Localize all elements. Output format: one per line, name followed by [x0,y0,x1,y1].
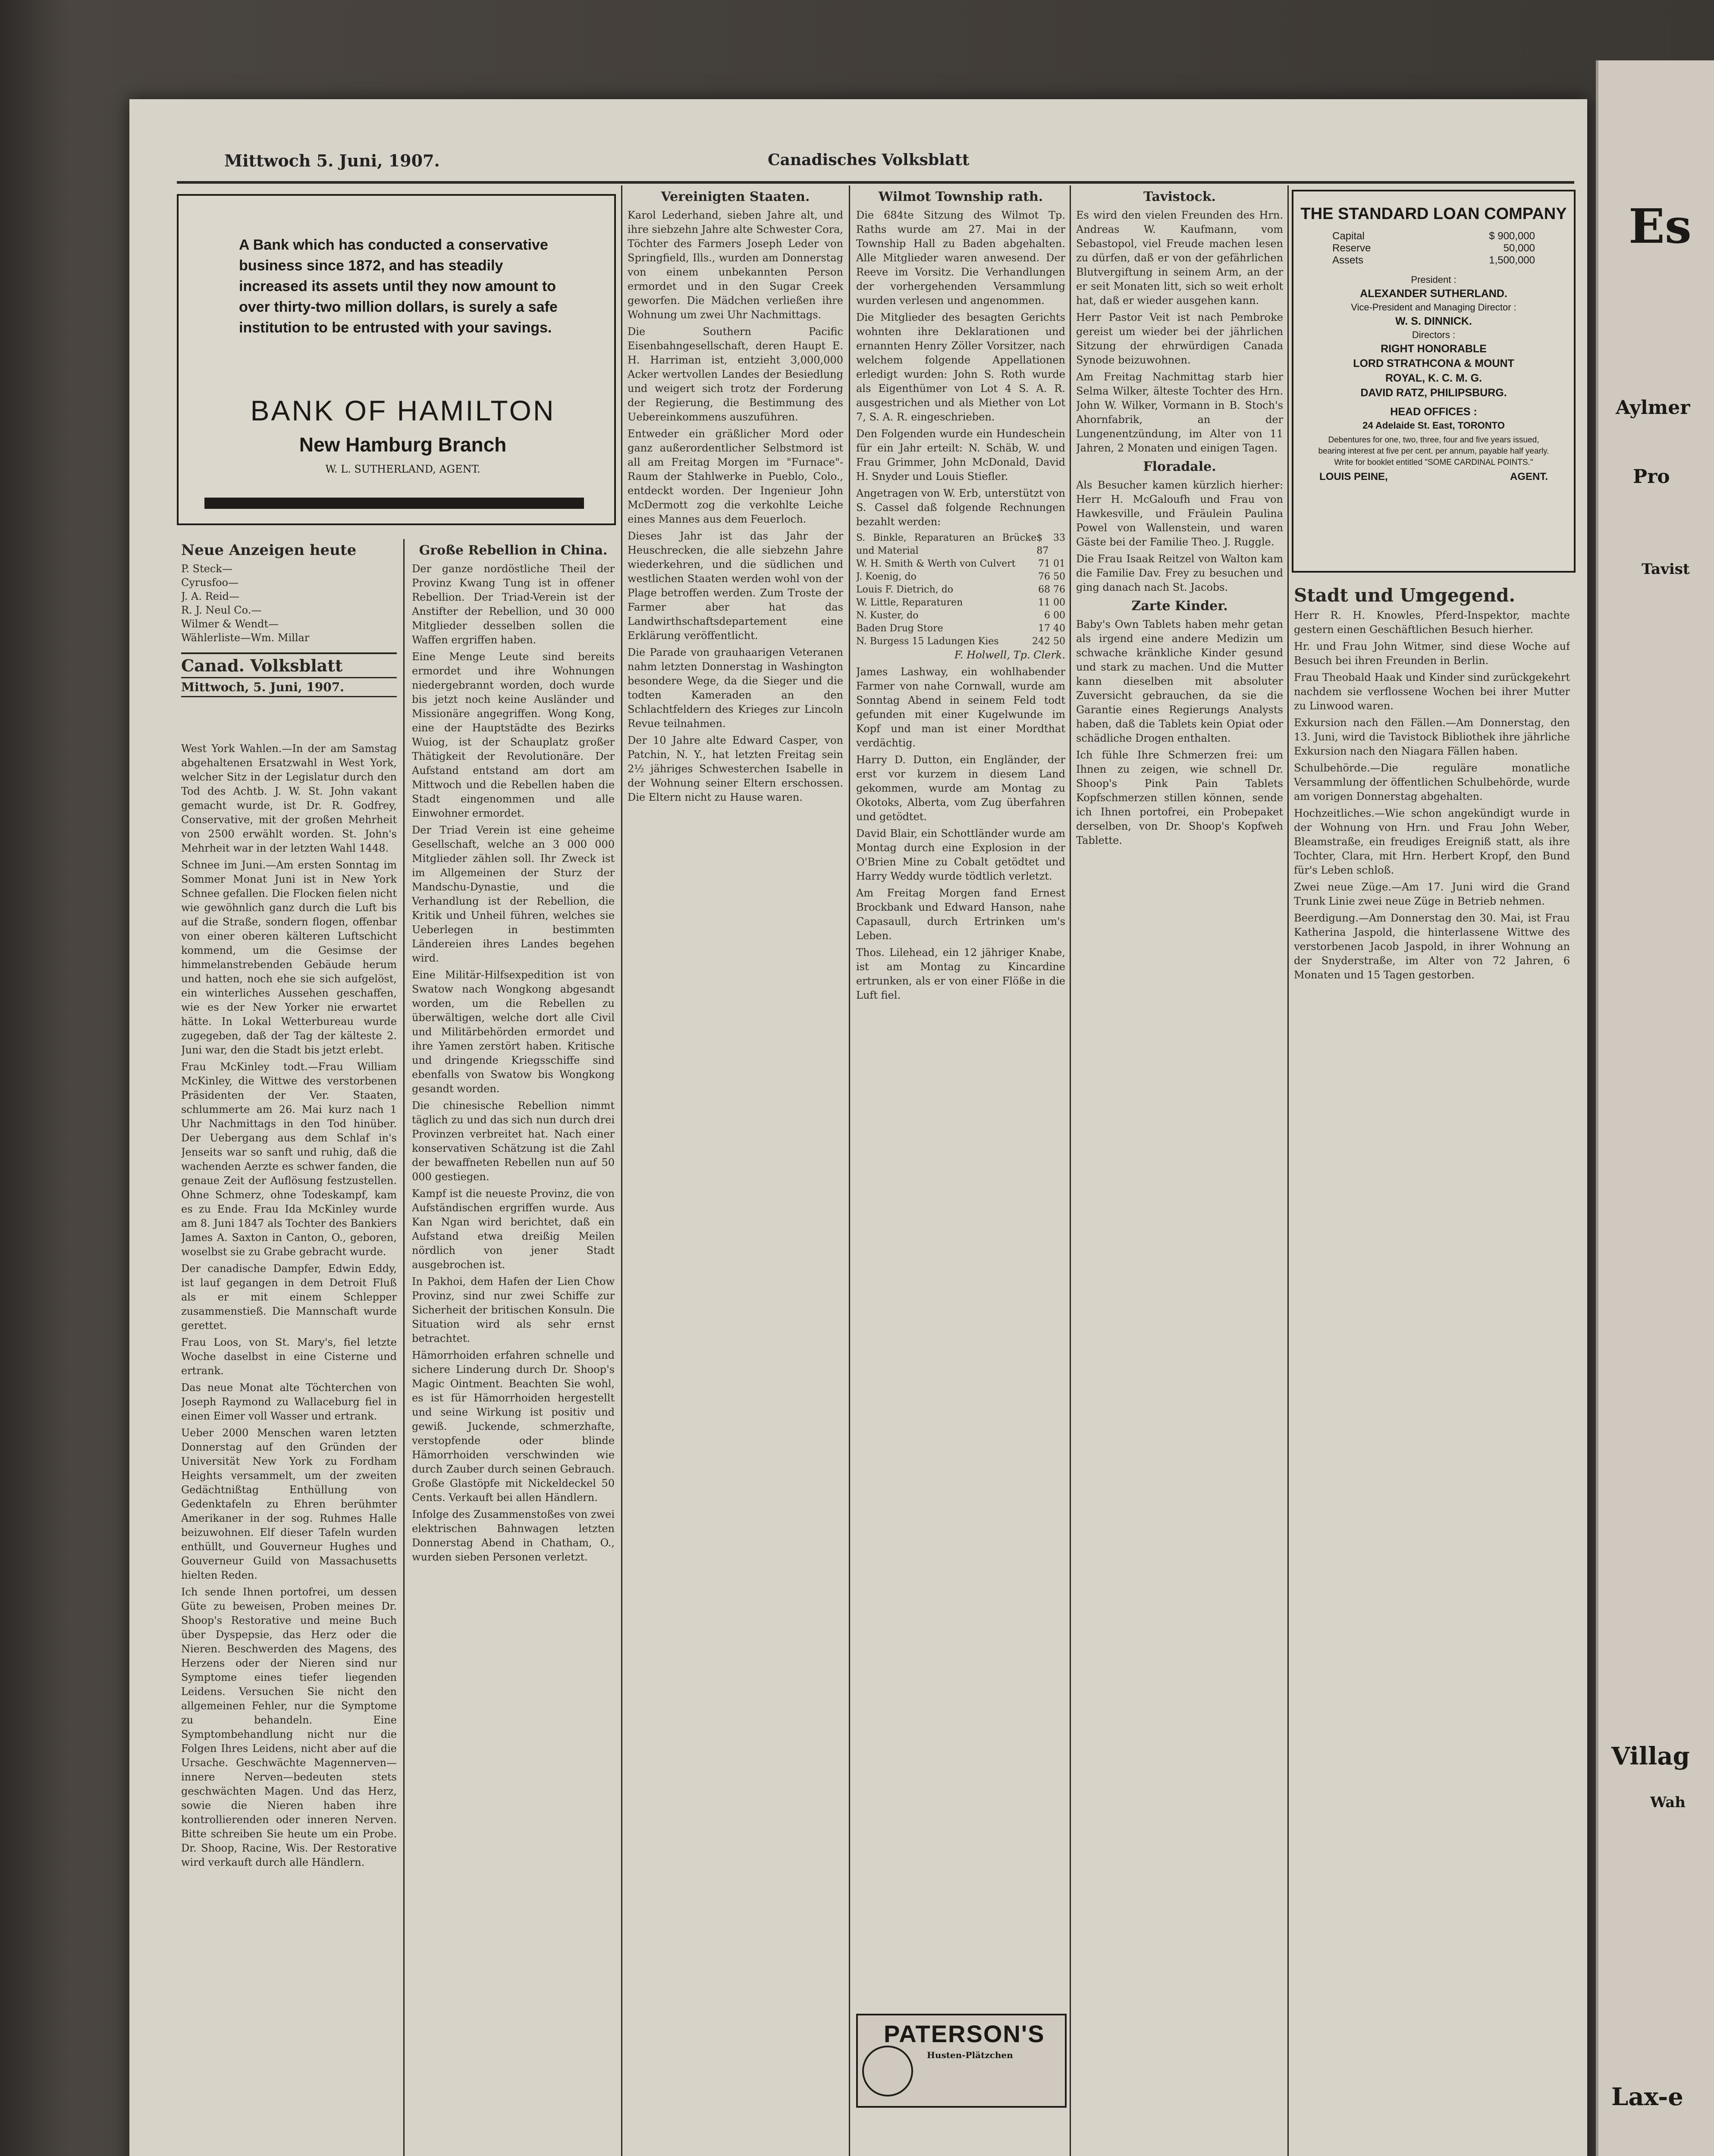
clerk-signature: F. Holwell, Tp. Clerk. [954,649,1065,661]
offices-label: HEAD OFFICES : [1390,406,1477,418]
article: Exkursion nach den Fällen.—Am Donnerstag, den 13. Juni, wird die Tavistock Bibliothek ihre jährliche Exkursion nach den Niagara Fällen haben. [1294,717,1570,757]
financial-row [1293,230,1574,242]
bill-amount: 68 76 [1038,584,1065,595]
article: Ich fühle Ihre Schmerzen frei: um Ihnen zu zeigen, wie schnell Dr. Shoop's Pink Pain Tablets Kopfschmerzen stillen können, sende ich Ihnen portofrei, ein Probepaket derselben, von Dr. Shoop's Kopfweh Tablette. [1076,749,1283,846]
edge-fragment: Aylmer [1616,397,1690,419]
article: Der 10 Jahre alte Edward Casper, von Patchin, N. Y., hat letzten Freitag sein 2½ jähriges Schwesterchen Isabelle in der Wohnung seiner Eltern erschossen. Die Eltern nicht zu Hause waren. [628,734,843,803]
patersons-ad [856,2014,1067,2108]
article: Am Freitag Nachmittag starb hier Selma Wilker, älteste Tochter des Hrn. John W. Wilker, Vormann in B. Stoch's Ahornfabrik, an der Lungenentzündung, im Alter von 11 Jahren, 2 Monaten und einigen Tagen. [1076,371,1283,454]
bill-name: Louis F. Dietrich, do [856,584,954,595]
list-item: P. Steck— [181,563,232,575]
bill-row [856,596,1065,609]
edge-fragment: Pro [1633,466,1670,488]
standard-loan-ad [1292,190,1576,573]
column-title: Große Rebellion in China. [419,543,608,558]
section-title: Stadt und Umgegend. [1294,585,1516,606]
article: Den Folgenden wurde ein Hundeschein für ein Jahr erteilt: N. Schäb, W. und Frau Grimmer, John McDonald, David H. Snyder und Louis Stiefler. [856,428,1065,483]
article: Die Southern Pacific Eisenbahngesellschaft, deren Haupt E. H. Harriman ist, entzieht 3,000,000 Acker wertvollen Landes der Besiedlung und weigert sich trotz der Forderung der Regierung, die Bestimmung des Uebereinkommens auszuführen. [628,326,843,423]
bill-row [856,609,1065,622]
company-name: THE STANDARD LOAN COMPANY [1300,205,1567,223]
bill-name: Baden Drug Store [856,623,943,634]
bill-name: N. Kuster, do [856,610,919,621]
column-rule [1070,185,1071,2156]
director-line: LORD STRATHCONA & MOUNT [1353,357,1514,370]
ad-product: Husten-Plätzchen [927,2050,1013,2060]
bills-list [856,532,1065,648]
article: Kampf ist die neueste Provinz, die von Aufständischen ergriffen wurde. Aus Kan Ngan wird berichtet, daß ein Aufstand etwa dreißig Meilen nördlich von jener Stadt ausgebrochen ist. [412,1188,615,1271]
column-5 [1076,185,1283,2156]
article: Eine Menge Leute sind bereits ermordet und ihre Wohnungen niedergebrannt worden, doch wurde bis jetzt noch keine Ausländer und Missionäre angegriffen. Wong Kong, eine der Hauptstädte des Bezirks Wuiog, ist der Schauplatz großer Thätigkeit der Revolutionäre. Der Aufstand entstand am dort am Mittwoch und die Rebellen haben die Stadt eingenommen und alle Einwohner ermordet. [412,651,615,819]
header-rule [177,181,1574,184]
bank-branch: New Hamburg Branch [299,433,507,456]
bank-of-hamilton-ad [177,194,616,525]
next-page-edge [1596,60,1714,2156]
article: Karol Lederhand, sieben Jahre alt, und ihre siebzehn Jahre alte Schwester Cora, Töchter des Farmers Joseph Leder von Springfield, Ills., wurden am Donnerstag von einem unbekannten Person ermordet und in den Sugar Creek geworfen. Die Mädchen verließen ihre Wohnung um zwei Uhr Nachmittags. [628,209,843,321]
president-name: ALEXANDER SUTHERLAND. [1360,288,1507,300]
new-ads-title: Neue Anzeigen heute [181,542,357,559]
article: Baby's Own Tablets haben mehr getan als irgend eine andere Medizin um schwache kränkliche Kinder gesund und stark zu machen. Und die Mutter kann dieselben mit absoluter Zuversicht gebrauchen, da sie die Garantie eines Regierungs Analysts haben, daß die Tablets kein Opiat oder schädliche Drogen enthalten. [1076,618,1283,744]
column-6 [1294,582,1570,2156]
article: Der ganze nordöstliche Theil der Provinz Kwang Tung ist in offener Rebellion. Der Triad-Verein ist der Anstifter der Rebellion, und 30 000 Mitglieder desselben sollen die Waffen ergriffen haben. [412,563,615,646]
row-value: $ 900,000 [1489,230,1535,242]
bill-row [856,583,1065,596]
bill-name: N. Burgess 15 Ladungen Kies [856,636,999,647]
article: West York Wahlen.—In der am Samstag abgehaltenen Ersatzwahl in West York, welcher Sitz in der Legislatur durch den Tod des Achtb. J. W. St. John vakant gemacht wurde, ist Dr. R. Godfrey, Conservative, mit der großen Mehrheit von 2500 erwählt worden. St. John's Mehrheit war in der letzten Wahl 1448. [181,743,397,854]
list-item: J. A. Reid— [181,590,239,602]
article: Herr R. H. Knowles, Pferd-Inspektor, machte gestern einen Geschäftlichen Besuch hierher. [1294,609,1570,636]
bank-name: BANK OF HAMILTON [250,395,556,426]
article: Ueber 2000 Menschen waren letzten Donnerstag auf den Gründen der Universität New York zu Fordham Heights versammelt, um der zweiten Gedächtnißtag Enthüllung von Gedenktafeln zu Ehren berühmter Amerikaner in der sog. Ruhmes Halle beizuwohnen. Elf dieser Tafeln wurden enthüllt, und Gouverneur Hughes und Gouverneur Guild von Massachusetts hielten Reden. [181,1427,397,1581]
column-2 [412,539,615,2156]
article: Dieses Jahr ist das Jahr der Heuschrecken, die alle siebzehn Jahre wiederkehren, und die südlichen und westlichen Staaten werden wohl von der Plage betroffen werden. Zum Troste der Farmer aber hat das Landwirthschaftsdepartement eine Erklärung veröffentlicht. [628,530,843,642]
column-1 [181,742,397,2156]
article: Thos. Lilehead, ein 12 jähriger Knabe, ist am Montag zu Kincardine ertrunken, als er von einer Flöße in die Luft fiel. [856,946,1065,1001]
bill-row [856,532,1065,558]
edge-fragment: Villag [1611,1742,1690,1771]
column-title: Tavistock. [1143,189,1216,204]
bill-amount: 17 40 [1038,623,1065,634]
column-rule [849,185,850,2156]
bill-amount: 71 01 [1038,558,1065,569]
article: Frau Loos, von St. Mary's, fiel letzte Woche daselbst in eine Cisterne und ertrank. [181,1336,397,1377]
paper-title: Canad. Volksblatt [181,656,343,675]
paper-date: Mittwoch, 5. Juni, 1907. [181,677,397,697]
bill-amount: 76 50 [1038,571,1065,582]
article: Am Freitag Morgen fand Ernest Brockbank und Edward Hanson, nahe Capasaull, durch Ertrinken um's Leben. [856,887,1065,942]
column-rule [1287,185,1289,2156]
director-line: RIGHT HONORABLE [1381,343,1487,355]
column-rule [403,539,405,2156]
column-title: Zarte Kinder. [1131,599,1228,614]
masthead: Canadisches Volksblatt [768,151,970,169]
bill-amount: 6 00 [1044,610,1065,621]
article: James Lashway, ein wohlhabender Farmer von nahe Cornwall, wurde am Sonntag Abend in seinem Feld todt gefunden mit einer Kugelwunde im Kopf und man ist einer Mordthat verdächtig. [856,666,1065,749]
article: Frau Theobald Haak und Kinder sind zurückgekehrt nachdem sie verflossene Wochen bei ihrer Mutter zu Linwood waren. [1294,671,1570,712]
list-item: Wilmer & Wendt— [181,618,279,630]
ad-brand: PATERSON'S [884,2020,1045,2047]
article: Zwei neue Züge.—Am 17. Juni wird die Grand Trunk Linie zwei neue Züge in Betrieb nehmen. [1294,881,1570,907]
bill-row [856,570,1065,583]
article: Die Mitglieder des besagten Gerichts wohnten ihre Deklarationen und ernannten Henry Zöller Vorsitzer, nach welchem folgende Appellationen erledigt wurden: John S. Roth wurde als Eigenthümer von Lot 4 S. A. R. ausgestrichen und als Miether von Lot 7, S. A. R. eingeschrieben. [856,311,1065,423]
bill-row [856,635,1065,648]
ad-bottom-bar [204,498,584,509]
article: David Blair, ein Schottländer wurde am Montag durch eine Explosion in der O'Brien Mine zu Cobalt getödtet und Harry Weddy wurde tödtlich verletzt. [856,827,1065,882]
edge-fragment: Wah [1650,1794,1686,1811]
article: Beerdigung.—Am Donnerstag den 30. Mai, ist Frau Katherina Jaspold, die hinterlassene Wittwe des verstorbenen Jacob Jaspold, in ihrer Wohnung an der Snyderstraße, im Alter von 72 Jahren, 6 Monaten und 15 Tagen gestorben. [1294,912,1570,981]
agent-line [1293,471,1574,483]
offices-address: 24 Adelaide St. East, TORONTO [1362,420,1505,431]
bill-row [856,558,1065,570]
article: Der Triad Verein ist eine geheime Gesellschaft, welche an 3 000 000 Mitglieder zählen soll. Ihr Zweck ist im Allgemeinen der Sturz der Mandschu-Dynastie, und die Verhandlung ist der Rebellion, die Kritik und Unheil führen, welches sie Ueberlegen in bestimmten Ländereien ihres Landes begehen wird. [412,824,615,964]
article: Die 684te Sitzung des Wilmot Tp. Raths wurde am 27. Mai in der Township Hall zu Baden abgehalten. Alle Mitglieder waren anwesend. Der Reeve im Vorsitz. Die Verhandlungen der vorhergehenden Versammlung wurden verlesen und angenommen. [856,209,1065,307]
financial-row [1293,254,1574,266]
article: Als Besucher kamen kürzlich hierher: Herr H. McGaloufh und Frau von Hawkesville, und Fräulein Paulina Powel von Wallenstein, und waren Gäste bei der Familie Theo. J. Ruggle. [1076,479,1283,548]
sidebar-notices [181,539,397,702]
list-item: Cyrusfoo— [181,577,239,589]
column-title: Vereinigten Staaten. [661,189,810,204]
article: Angetragen von W. Erb, unterstützt von S. Cassel daß folgende Rechnungen bezahlt werden: [856,487,1065,528]
article: Entweder ein gräßlicher Mord oder ganz außerordentlicher Selbstmord ist all am Freitag Morgen im "Furnace"-Raum der Stahlwerke in Pueblo, Colo., entdeckt worden. Der Ingenieur John McDermott zog die verkohlte Leiche eines Mannes aus dem Feuerloch. [628,428,843,525]
column-title: Floradale. [1143,459,1216,474]
bill-amount: 242 50 [1032,636,1065,647]
column-4 [856,185,1065,2005]
article: Infolge des Zusammenstoßes von zwei elektrischen Bahnwagen letzten Donnerstag Abend in Chatham, O., wurden sieben Personen verletzt. [412,1508,615,1563]
issue-date: Mittwoch 5. Juni, 1907. [224,151,440,170]
new-ads-list [181,562,397,645]
row-value: 1,500,000 [1489,254,1535,266]
article: In Pakhoi, dem Hafen der Lien Chow Provinz, sind nur zwei Schiffe zur Sicherheit der britischen Konsuln. Die Situation wird als sehr ernst betrachtet. [412,1275,615,1344]
article: Hr. und Frau John Witmer, sind diese Woche auf Besuch bei ihren Freunden in Berlin. [1294,640,1570,667]
article: Die Frau Isaak Reitzel von Walton kam die Familie Dav. Frey zu besuchen und ging danach nach St. Jacobs. [1076,553,1283,593]
edge-fragment: Lax-e [1611,2083,1683,2111]
row-label: Capital [1332,230,1365,242]
row-label: Assets [1332,254,1364,266]
debentures-text: Debentures for one, two, three, four and five years issued, bearing interest at five per cent. per annum, payable half yearly. Write for booklet entitled "SOME CARDINAL POINTS." [1318,436,1549,467]
article: Der canadische Dampfer, Edwin Eddy, ist lauf gegangen in dem Detroit Fluß als er mit einem Schlepper zusammenstieß. Die Mannschaft wurde gerettet. [181,1263,397,1332]
bill-amount: 11 00 [1038,597,1065,608]
logo-seal-icon [862,2046,913,2096]
column-title: Wilmot Township rath. [878,189,1043,204]
article: Schnee im Juni.—Am ersten Sonntag im Sommer Monat Juni ist in New York Schnee gefallen. Die Flocken fielen nicht wie gewöhnlich ganz durch die Luft bis auf die Straße, sondern flogen, offenbar von einer oberen kälteren Luftschicht kommend, um die Gesimse der himmelanstrebenden Gebäude herum und hatten, noch ehe sie sich aufgelöst, ein winterliches Aussehen geschaffen, wie es der New Yorker nie erwartet hätte. In Lokal Wetterbureau wurde zugegeben, daß der Tag der kälteste 2. Juni war, den die Stadt bis jetzt erlebt. [181,859,397,1056]
financial-row [1293,242,1574,254]
bill-name: W. H. Smith & Werth von Culvert [856,558,1016,569]
article: Hämorrhoiden erfahren schnelle und sichere Linderung durch Dr. Shoop's Magic Ointment. Beachten Sie wohl, es ist für Hämorrhoiden hergestellt und seine Wirkung ist positiv und gewiß. Juckende, schmerzhafte, verstopfende oder blinde Hämorrhoiden verschwinden wie durch Zauber durch seinen Gebrauch. Große Glastöpfe mit Nickeldeckel 50 Cents. Verkauft bei allen Händlern. [412,1349,615,1504]
bill-name: W. Little, Reparaturen [856,597,963,608]
column-3 [628,185,843,2156]
article: Herr Pastor Veit ist nach Pembroke gereist um wieder bei der jährlichen Sitzung der ehrwürdigen Canada Synode beizuwohnen. [1076,311,1283,366]
list-item: R. J. Neul Co.— [181,604,262,616]
article: Eine Militär-Hilfsexpedition ist von Swatow nach Wongkong abgesandt worden, um die Rebellen zu überwältigen, welche dort alle Civil und Militärbehörden ermordet und ihre Yamen zerstört haben. Kritische und dringende Kriegsschiffe sind ebenfalls von Swatow bis Wongkong gesandt worden. [412,969,615,1095]
article: Harry D. Dutton, ein Engländer, der erst vor kurzem in diesem Land gekommen, wurde am Montag zu Okotoks, Alberta, vom Zug überfahren und getödtet. [856,754,1065,823]
row-label: Reserve [1332,242,1371,254]
article: Es wird den vielen Freunden des Hrn. Andreas W. Kaufmann, vom Sebastopol, viel Freude machen lesen zu dürfen, daß er von der gefährlichen Blutvergiftung in seinem Arm, an der er seit Monaten litt, sich so weit erholt hat, daß er wieder ausgehen kann. [1076,209,1283,307]
article: Die chinesische Rebellion nimmt täglich zu und das sich nun durch drei Provinzen verbreitet hat. Nach einer konservativen Schätzung ist die Zahl der bewaffneten Rebellen nun auf 50 000 gestiegen. [412,1100,615,1183]
column-rule [621,185,622,2156]
bill-row [856,622,1065,635]
ad-blurb: A Bank which has conducted a conservative business since 1872, and has steadily increased its assets until they now amount to over thirty-two million dollars, is surely a safe institution to be entrusted with your savings. [239,237,558,336]
article: Das neue Monat alte Töchterchen von Joseph Raymond zu Wallaceburg fiel in einen Eimer voll Wasser und ertrank. [181,1382,397,1422]
edge-fragment: Tavist [1642,561,1690,578]
president-label: President : [1411,274,1457,285]
directors-label: Directors : [1412,329,1456,340]
bill-name: S. Binkle, Reparaturen an Brücke und Material [856,533,1037,556]
list-item: Wählerliste—Wm. Millar [181,632,310,644]
article: Frau McKinley todt.—Frau William McKinley, die Wittwe des verstorbenen Präsidenten der Ver. Staaten, schlummerte am 26. Mai kurz nach 1 Uhr Nachmittags in den Tod hinüber. Der Uebergang aus dem Schlaf in's Jenseits war so sanft und ruhig, daß die wachenden Aerzte es schwer fanden, die genaue Zeit der Auflösung festzustellen. Ohne Schmerz, ohne Todeskampf, kam es zu Ende. Frau Ida McKinley wurde am 8. Juni 1847 als Tochter des Bankiers James A. Saxton in Canton, O., geboren, woselbst sie zu Grabe gebracht wurde. [181,1061,397,1258]
bill-amount: $ 33 87 [1036,533,1065,556]
bank-agent: W. L. SUTHERLAND, AGENT. [325,463,480,475]
vice-name: W. S. DINNICK. [1395,315,1472,327]
director-line: DAVID RATZ, PHILIPSBURG. [1360,387,1507,399]
article: Die Parade von grauhaarigen Veteranen nahm letzten Donnerstag in Washington besondere Wege, da die Sieger und die todten Kameraden an den Schlachtfeldern des Krieges zur Lincoln Revue teilnahmen. [628,646,843,730]
row-value: 50,000 [1503,242,1535,254]
article: Hochzeitliches.—Wie schon angekündigt wurde in der Wohnung von Hrn. und Frau John Weber, Bleamstraße, ein freudiges Ereigniß statt, als ihre Tochter, Clara, mit Hrn. Herbert Kropf, den Bund für's Leben schloß. [1294,807,1570,876]
vice-label: Vice-President and Managing Director : [1351,302,1516,313]
bill-name: J. Koenig, do [856,571,917,582]
director-line: ROYAL, K. C. M. G. [1385,372,1482,384]
divider [181,652,397,654]
agent-name: LOUIS PEINE, [1319,471,1388,483]
agent-label: AGENT. [1510,471,1548,483]
article: Ich sende Ihnen portofrei, um dessen Güte zu beweisen, Proben meines Dr. Shoop's Restorative und meine Buch über Dyspepsie, das Herz oder die Nieren. Beschwerden des Magens, des Herzens oder der Nieren sind nur Symptome eines tiefer liegenden Leidens. Versuchen Sie nicht den allgemeinen Fehler, nur die Symptome zu behandeln. Eine Symptombehandlung nicht nur die Folgen Ihres Leidens, nicht aber auf die Ursache. Geschwächte Magennerven—innere Nerven—bedeuten stets geschwächten Magen. Und das Herz, sowie die Nieren haben ihre kontrollierenden oder inneren Nerven. Bitte schreiben Sie heute um ein Probe. Dr. Shoop, Racine, Wis. Der Restorative wird verkauft durch alle Händlern. [181,1586,397,1868]
edge-fragment: Es [1629,198,1692,254]
article: Schulbehörde.—Die reguläre monatliche Versammlung der öffentlichen Schulbehörde, wurde am vorigen Donnerstag abgehalten. [1294,762,1570,802]
